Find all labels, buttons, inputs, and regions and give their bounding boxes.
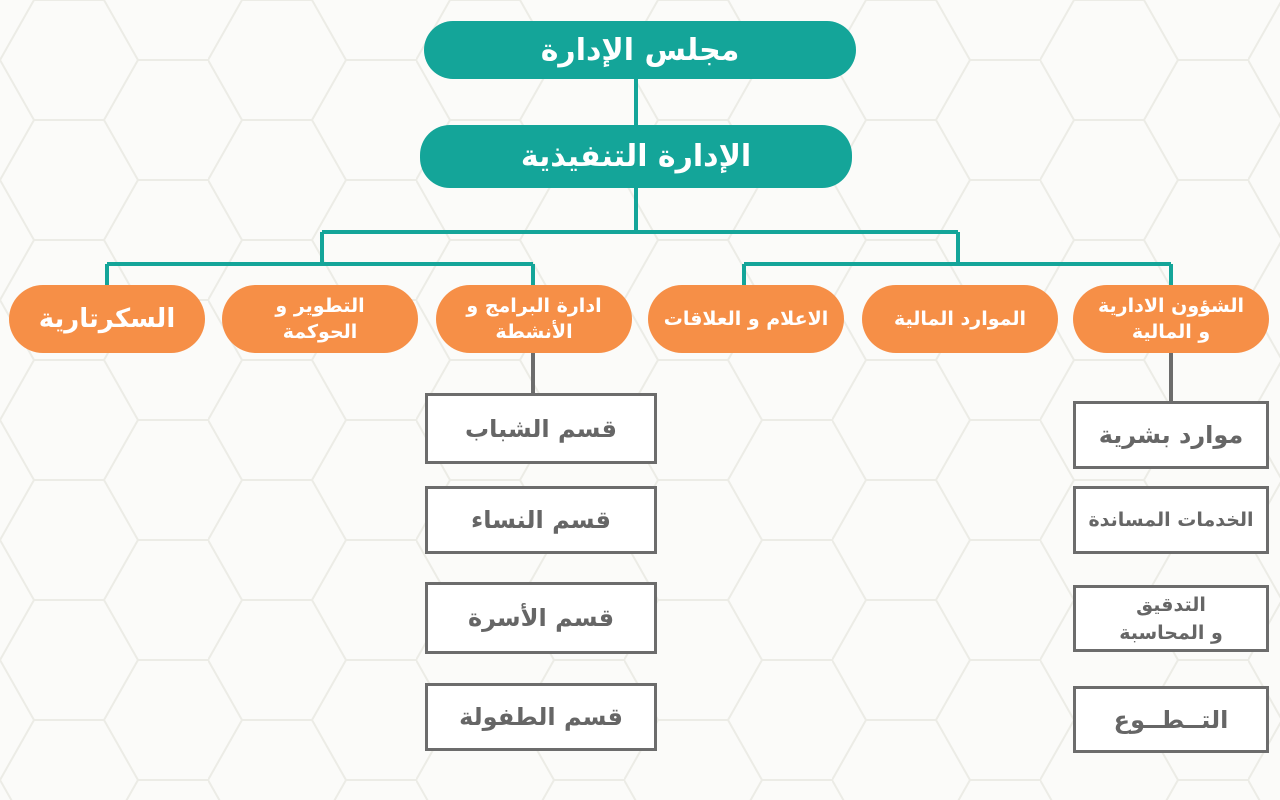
financial-resources-label: الموارد المالية: [893, 308, 1027, 330]
hr-section-label: موارد بشرية: [1098, 421, 1244, 449]
family-section-box: [425, 582, 657, 654]
secretariat-node: [9, 285, 205, 353]
programs-node: [436, 285, 632, 353]
volunteering-section-box: [1073, 686, 1269, 753]
support-section-label: الخدمات المساندة: [1088, 509, 1254, 531]
programs-label: ادارة البرامج و الأنشطة: [466, 295, 602, 343]
development-label: التطوير و الحوكمة: [275, 295, 365, 343]
volunteering-section-label: التــطــوع: [1113, 705, 1229, 734]
women-section-label: قسم النساء: [470, 506, 612, 534]
financial-resources-node: [862, 285, 1058, 353]
admin-finance-node: [1073, 285, 1269, 353]
childhood-section-box: [425, 683, 657, 751]
secretariat-label: السكرتارية: [38, 304, 176, 334]
media-label: الاعلام و العلاقات: [663, 308, 829, 330]
childhood-section-label: قسم الطفولة: [459, 703, 623, 731]
audit-section-label: التدقيق و المحاسبة: [1119, 593, 1223, 644]
admin-finance-label: الشؤون الادارية و المالية: [1097, 295, 1245, 343]
women-section-box: [425, 486, 657, 554]
youth-section-label: قسم الشباب: [465, 414, 617, 443]
audit-section-box: [1073, 585, 1269, 652]
media-node: [648, 285, 844, 353]
family-section-label: قسم الأسرة: [467, 604, 615, 632]
executive-node: [420, 125, 852, 188]
board-node: [424, 21, 856, 79]
executive-label: الإدارة التنفيذية: [520, 139, 752, 174]
board-label: مجلس الإدارة: [540, 32, 740, 68]
development-node: [222, 285, 418, 353]
youth-section-box: [425, 393, 657, 464]
hr-section-box: [1073, 401, 1269, 469]
support-section-box: [1073, 486, 1269, 554]
